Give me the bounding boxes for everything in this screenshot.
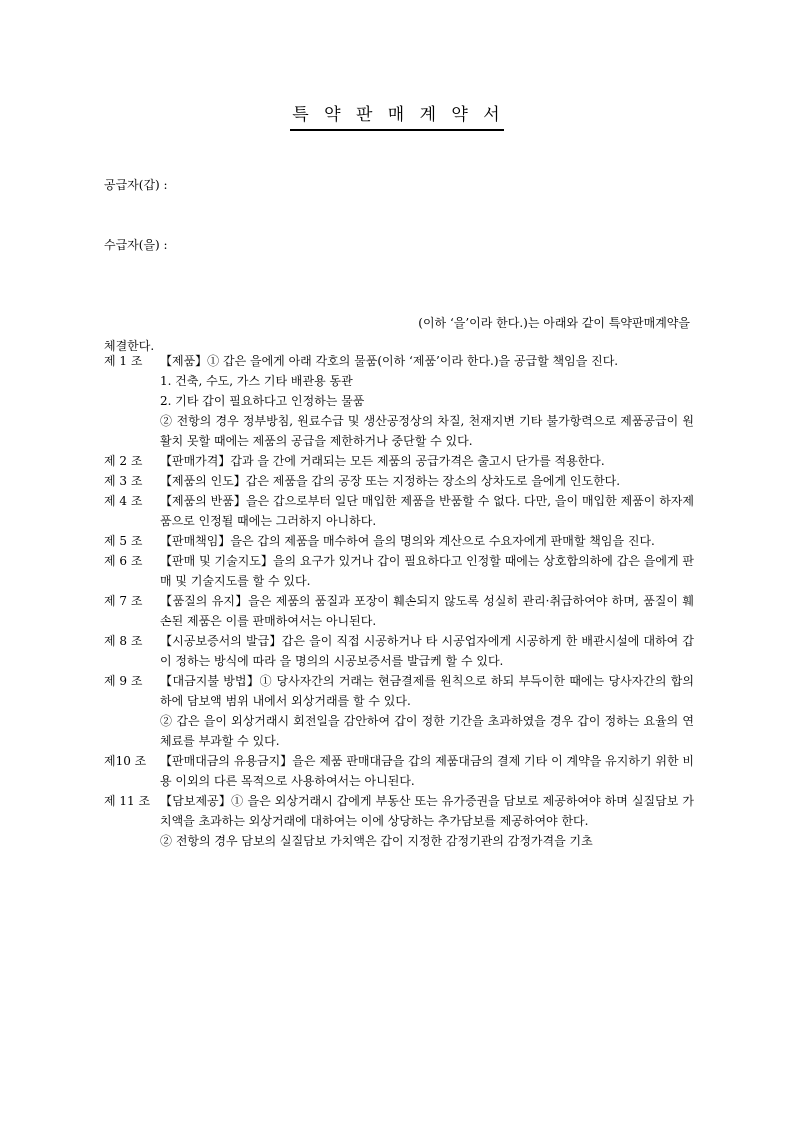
article-1-item-2: 2. 기타 갑이 필요하다고 인정하는 물품	[160, 394, 365, 408]
article-number: 제10 조	[104, 754, 147, 768]
article-number: 제 11 조	[104, 794, 151, 808]
article-text: 【제품의 인도】갑은 제품을 갑의 공장 또는 지정하는 장소의 상차도로 을에게 인도한다.	[160, 474, 621, 488]
article-1	[104, 351, 694, 371]
receiver-label: 수급자(을) :	[104, 238, 168, 252]
intro-line-1: (이하 ‘을’이라 한다.)는 아래와 같이 특약판매계약을	[418, 316, 690, 330]
article-text: 【대금지불 방법】① 당사자간의 거래는 현금결제를 원칙으로 하되 부득이한 때에는 당사자간의 합의하에 담보액 범위 내에서 외상거래를 할 수 있다.	[160, 674, 694, 708]
article-1-item-1: 1. 건축, 수도, 가스 기타 배관용 동관	[160, 374, 353, 388]
article-number: 제 6 조	[104, 554, 143, 568]
article-number: 제 2 조	[104, 454, 143, 468]
document-title-text: 특 약 판 매 계 약 서	[290, 100, 503, 131]
article-9-clause-2: ② 갑은 을이 외상거래시 회전일을 감안하여 갑이 정한 기간을 초과하였을 경우 갑이 정하는 요율의 연체료를 부과할 수 있다.	[160, 714, 694, 748]
article-11	[104, 791, 694, 831]
article-10	[104, 751, 694, 791]
article-5	[104, 531, 694, 551]
article-text: 【판매가격】갑과 을 간에 거래되는 모든 제품의 공급가격은 출고시 단가를 적용한다.	[160, 454, 605, 468]
supplier-label: 공급자(갑) :	[104, 178, 168, 192]
article-text: 【판매 및 기술지도】을의 요구가 있거나 갑이 필요하다고 인정할 때에는 상호합의하에 갑은 을에게 판매 및 기술지도를 할 수 있다.	[160, 554, 694, 588]
article-number: 제 9 조	[104, 674, 143, 688]
article-4	[104, 491, 694, 531]
document-title	[0, 100, 794, 131]
article-3	[104, 471, 694, 491]
article-8	[104, 631, 694, 671]
article-2	[104, 451, 694, 471]
article-7	[104, 591, 694, 631]
article-1-clause-2: ② 전항의 경우 정부방침, 원료수급 및 생산공정상의 차질, 천재지변 기타 불가항력으로 제품공급이 원활치 못할 때에는 제품의 공급을 제한하거나 중단할 수 있다.	[160, 414, 694, 448]
article-number: 제 1 조	[104, 354, 143, 368]
intro-line-2: 체결한다.	[104, 339, 155, 353]
article-number: 제 3 조	[104, 474, 143, 488]
article-6	[104, 551, 694, 591]
article-text: 【담보제공】① 을은 외상거래시 갑에게 부동산 또는 유가증권을 담보로 제공하여야 하며 실질담보 가치액을 초과하는 외상거래에 대하여는 이에 상당하는 추가담보를 제공하여야 한다.	[160, 794, 694, 828]
article-text: 【품질의 유지】을은 제품의 품질과 포장이 훼손되지 않도록 성실히 관리·취급하여야 하며, 품질이 훼손된 제품은 이를 판매하여서는 아니된다.	[160, 594, 694, 628]
article-text: 【판매책임】을은 갑의 제품을 매수하여 을의 명의와 계산으로 수요자에게 판매할 책임을 진다.	[160, 534, 655, 548]
intro-paragraph	[104, 314, 690, 354]
article-text: 【제품의 반품】을은 갑으로부터 일단 매입한 제품을 반품할 수 없다. 다만, 을이 매입한 제품이 하자제품으로 인정될 때에는 그러하지 아니하다.	[160, 494, 694, 528]
article-text: 【제품】① 갑은 을에게 아래 각호의 물품(이하 ‘제품’이라 한다.)을 공급할 책임을 진다.	[160, 354, 619, 368]
article-9	[104, 671, 694, 711]
article-text: 【판매대금의 유용금지】을은 제품 판매대금을 갑의 제품대금의 결제 기타 이 계약을 유지하기 위한 비용 이외의 다른 목적으로 사용하여서는 아니된다.	[160, 754, 694, 788]
article-11-clause-2: ② 전항의 경우 담보의 실질담보 가치액은 갑이 지정한 감정기관의 감정가격을 기초	[160, 834, 593, 848]
article-list	[104, 351, 694, 851]
article-number: 제 4 조	[104, 494, 143, 508]
article-text: 【시공보증서의 발급】갑은 을이 직접 시공하거나 타 시공업자에게 시공하게 한 배관시설에 대하여 갑이 정하는 방식에 따라 을 명의의 시공보증서를 발급케 할 수 있다.	[160, 634, 694, 668]
article-number: 제 7 조	[104, 594, 143, 608]
article-number: 제 8 조	[104, 634, 143, 648]
article-number: 제 5 조	[104, 534, 143, 548]
